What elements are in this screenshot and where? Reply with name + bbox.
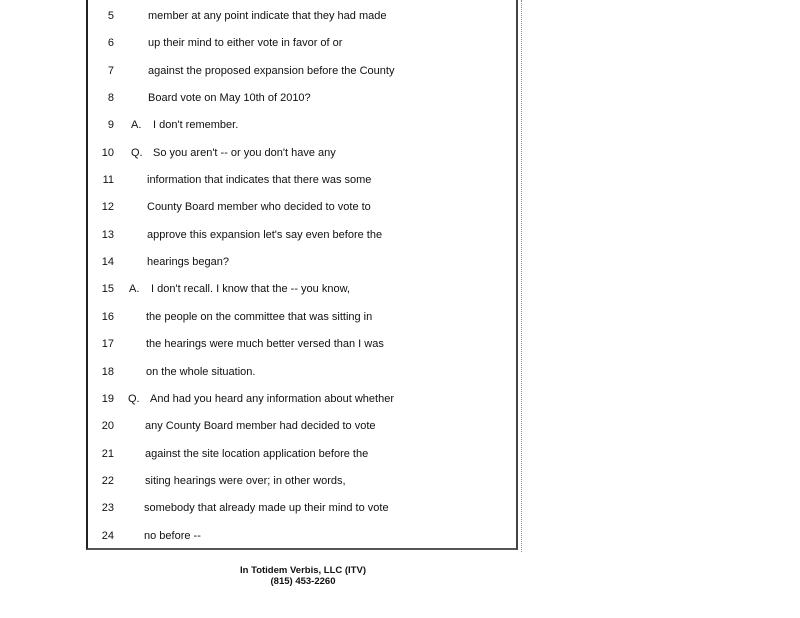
line-number: 9 <box>107 119 114 131</box>
line-number: 14 <box>101 256 114 268</box>
transcript-line <box>88 6 518 26</box>
line-number: 10 <box>101 147 114 159</box>
line-text: no before -- <box>144 530 201 542</box>
transcript-line <box>88 170 518 190</box>
line-number: 16 <box>101 311 114 323</box>
line-text: And had you heard any information about whether <box>150 393 394 405</box>
transcript-line <box>88 416 518 436</box>
line-text: against the site location application before the <box>145 448 369 460</box>
line-text: Board vote on May 10th of 2010? <box>148 92 311 104</box>
company-name: In Totidem Verbis, LLC (ITV) <box>240 565 366 576</box>
line-text: the people on the committee that was sitting in <box>146 311 373 323</box>
transcript-line <box>88 225 518 245</box>
line-number: 12 <box>101 201 114 213</box>
transcript-line <box>88 307 518 327</box>
line-text: the hearings were much better versed than I was <box>146 338 384 350</box>
transcript-line <box>88 334 518 354</box>
line-number: 11 <box>102 174 114 186</box>
transcript-line <box>88 88 518 108</box>
speaker-label: Q. <box>128 393 140 405</box>
transcript-line <box>88 444 518 464</box>
line-text: hearings began? <box>147 256 229 268</box>
transcript-line <box>88 526 518 546</box>
line-text: So you aren't -- or you don't have any <box>153 147 336 159</box>
line-text: any County Board member had decided to vote <box>145 420 376 432</box>
line-number: 8 <box>107 92 114 104</box>
line-text: up their mind to either vote in favor of or <box>148 37 343 49</box>
line-text: I don't recall. I know that the -- you know, <box>151 283 350 295</box>
transcript-line <box>88 498 518 518</box>
line-text: member at any point indicate that they had made <box>148 10 387 22</box>
line-number: 23 <box>101 502 114 514</box>
line-text: against the proposed expansion before the County <box>148 65 395 77</box>
line-text: County Board member who decided to vote to <box>147 201 371 213</box>
line-number: 6 <box>107 37 114 49</box>
transcript-footer <box>190 565 416 587</box>
line-number: 5 <box>107 10 114 22</box>
line-number: 15 <box>101 283 114 295</box>
speaker-label: A. <box>129 283 140 295</box>
line-number: 21 <box>101 448 114 460</box>
transcript-line <box>88 197 518 217</box>
transcript-line <box>88 115 518 135</box>
line-number: 17 <box>101 338 114 350</box>
transcript-line <box>88 362 518 382</box>
transcript-page <box>86 0 518 550</box>
line-number: 19 <box>101 393 114 405</box>
speaker-label: A. <box>131 119 142 131</box>
line-text: somebody that already made up their mind to vote <box>144 502 389 514</box>
transcript-line <box>88 252 518 272</box>
line-number: 20 <box>101 420 114 432</box>
transcript-line <box>88 471 518 491</box>
line-text: on the whole situation. <box>146 366 256 378</box>
line-number: 22 <box>101 475 114 487</box>
line-number: 24 <box>101 530 114 542</box>
transcript-line <box>88 33 518 53</box>
transcript-line <box>88 279 518 299</box>
transcript-line <box>88 143 518 163</box>
line-text: approve this expansion let's say even before the <box>147 229 383 241</box>
transcript-line <box>88 389 518 409</box>
line-number: 13 <box>101 229 114 241</box>
company-phone: (815) 453-2260 <box>270 576 336 587</box>
transcript-line <box>88 61 518 81</box>
line-number: 7 <box>107 65 114 77</box>
line-text: information that indicates that there was some <box>147 174 372 186</box>
speaker-label: Q. <box>131 147 143 159</box>
line-text: siting hearings were over; in other words, <box>145 475 346 487</box>
line-number: 18 <box>101 366 114 378</box>
line-text: I don't remember. <box>153 119 239 131</box>
